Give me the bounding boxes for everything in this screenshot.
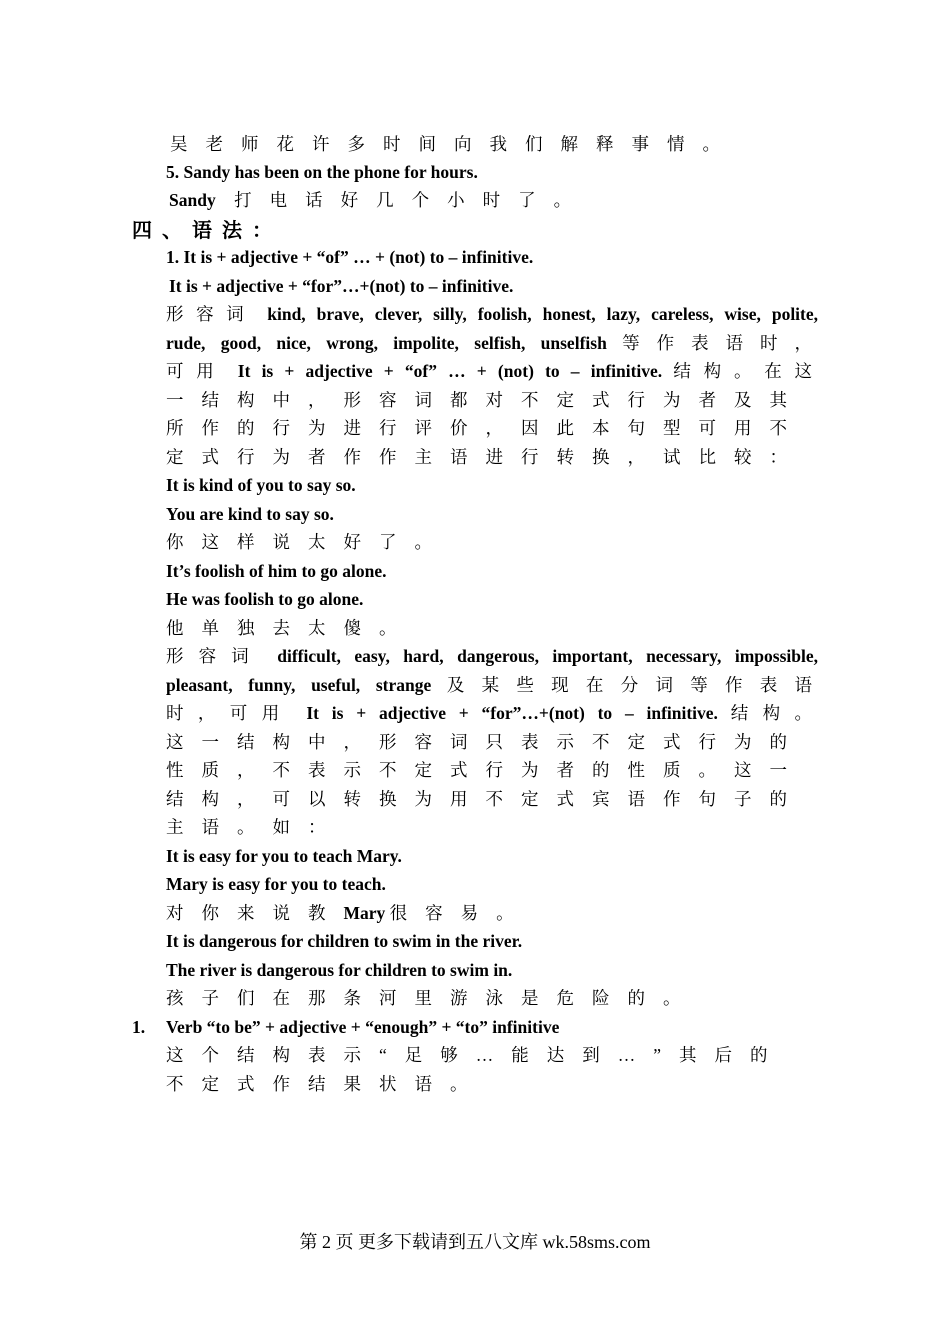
paragraph-line: 所作的行为进行评价，因此本句型可用不 [166,418,805,438]
paragraph-line [166,300,818,329]
example-translation: 他单独去太傻。 [166,618,415,638]
text-cn: 形容词 [166,646,264,666]
text-cn: 结构。在这 [673,361,819,381]
grammar-rule: It is + adjective + “for”…+(not) to – infinitive. [169,276,514,296]
paragraph-line [166,699,818,728]
paragraph-line: 这一结构中，形容词只表示不定式行为的 [166,732,805,752]
example-line: The river is dangerous for children to swim in. [166,960,513,980]
grammar-rule: 1. It is + adjective + “of” … + (not) to – infinitive. [166,247,534,267]
paragraph-line [166,671,818,700]
example-line: It’s foolish of him to go alone. [166,561,387,581]
example-translation: 孩子们在那条河里游泳是危险的。 [166,988,699,1008]
text-cn: 对你来说教 [166,903,344,923]
paragraph-line: 这个结构表示“足够…能达到…”其后的 [166,1045,786,1065]
list-number: 1. [132,1017,146,1037]
text-cn: 及某些现在分词等作表语 [446,675,819,695]
text-line [169,186,821,214]
example-line: It is dangerous for children to swim in the river. [166,931,523,951]
text-cn: 形容词 [166,304,257,324]
example-line: It is kind of you to say so. [166,475,356,495]
grammar-rule: Verb “to be” + adjective + “enough” + “to” infinitive [166,1017,560,1037]
text-line: 吴老师花许多时间向我们解释事情。 [170,134,738,154]
text-cn: 等作表语时， [622,333,818,353]
paragraph-line [166,642,818,671]
text-cn: 打电话好几个小时了。 [234,190,590,210]
text-cn: 很容易。 [389,903,532,923]
example-line: You are kind to say so. [166,504,334,524]
text-en: It is + adjective + “of” … + (not) to – infinitive. [237,361,663,381]
text-en: It is + adjective + “for”…+(not) to – infinitive. [306,703,718,723]
paragraph-line [166,357,818,386]
text-en: Mary [343,903,386,923]
text-en: Sandy [169,190,216,210]
text-en: pleasant, funny, useful, strange [166,675,432,695]
paragraph-line: 主语。如： [166,817,344,837]
paragraph-line: 性质，不表示不定式行为者的性质。这一 [166,760,805,780]
paragraph-line: 不定式作结果状语。 [166,1074,486,1094]
example-line: Mary is easy for you to teach. [166,874,386,894]
paragraph-line [166,329,818,358]
text-en: difficult, easy, hard, dangerous, important, necessary, impossible, [277,646,819,666]
text-en: kind, brave, clever, silly, foolish, honest, lazy, careless, wise, polite, [267,304,819,324]
text-cn: 可用 [166,361,227,381]
text-line: 5. Sandy has been on the phone for hours. [166,162,478,182]
paragraph-line: 一结构中，形容词都对不定式行为者及其 [166,390,805,410]
example-translation: 你这样说太好了。 [166,532,450,552]
example-line: It is easy for you to teach Mary. [166,846,402,866]
section-heading: 四、语法： [132,220,282,242]
example-translation [166,899,818,927]
text-cn: 时，可用 [166,703,294,723]
paragraph-line: 定式行为者作作主语进行转换，试比较： [166,447,805,467]
text-en: rude, good, nice, wrong, impolite, selfish, unselfish [166,333,607,353]
example-line: He was foolish to go alone. [166,589,364,609]
text-cn: 结构。 [730,703,819,723]
page-footer: 第 2 页 更多下载请到五八文库 wk.58sms.com [299,1232,651,1252]
paragraph-line: 结构，可以转换为用不定式宾语作句子的 [166,789,805,809]
